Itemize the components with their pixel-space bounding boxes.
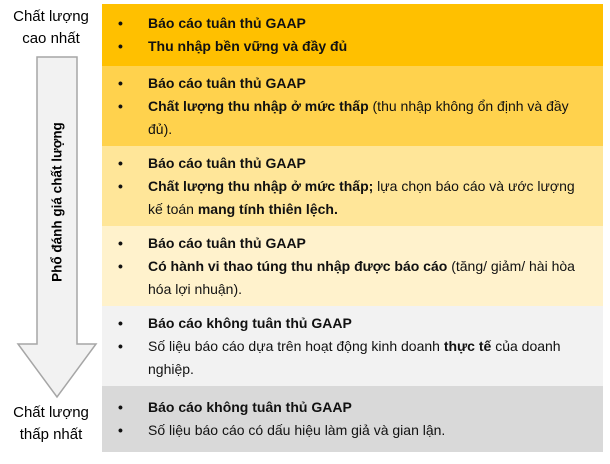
band-5-item-1 bbox=[118, 312, 593, 335]
band-3-reporting: Báo cáo tuân thủ GAAP bbox=[148, 154, 306, 171]
band-3-description-bold: Chất lượng thu nhập ở mức thấp; bbox=[148, 177, 374, 194]
bullet-icon: • bbox=[118, 97, 123, 114]
band-2-reporting: Báo cáo tuân thủ GAAP bbox=[148, 74, 306, 91]
band-1-item-2 bbox=[118, 35, 593, 58]
highest-quality-label bbox=[0, 6, 102, 50]
bullet-icon: • bbox=[118, 154, 123, 171]
bullet-icon: • bbox=[118, 314, 123, 331]
band-4-description-rest: (tăng/ giảm/ hài hòa hóa lợi nhuận). bbox=[148, 257, 575, 297]
band-1-item-1 bbox=[118, 12, 593, 35]
band-2-item-1 bbox=[118, 72, 593, 95]
quality-band-5 bbox=[102, 306, 603, 386]
axis-label: Phổ đánh giá chất lượng bbox=[49, 122, 65, 282]
band-2-description-rest: (thu nhập không ổn định và đầy đủ). bbox=[148, 97, 569, 137]
bullet-icon: • bbox=[118, 15, 123, 31]
quality-band-3 bbox=[102, 146, 603, 226]
band-3-item-2 bbox=[118, 175, 593, 221]
bullet-icon: • bbox=[118, 38, 123, 54]
band-3-item-1 bbox=[118, 152, 593, 175]
bullet-icon: • bbox=[118, 337, 123, 354]
band-3-description-mid: lựa chọn báo cáo và ước lượng kế toán bbox=[148, 177, 575, 217]
quality-band-2 bbox=[102, 66, 603, 146]
band-6-description-pre: Số liệu báo cáo có dấu hiệu làm giả và gian lận. bbox=[148, 422, 446, 438]
band-5-item-2 bbox=[118, 335, 593, 381]
bullet-icon: • bbox=[118, 422, 123, 438]
bullet-icon: • bbox=[118, 177, 123, 194]
highest-quality-line1: Chất lượng bbox=[13, 8, 89, 25]
lowest-quality-label bbox=[0, 402, 102, 446]
band-2-item-2 bbox=[118, 95, 593, 141]
bullet-icon: • bbox=[118, 399, 123, 415]
highest-quality-line2: cao nhất bbox=[22, 30, 80, 47]
quality-band-6 bbox=[102, 386, 603, 452]
band-4-item-1 bbox=[118, 232, 593, 255]
lowest-quality-line1: Chất lượng bbox=[13, 404, 89, 421]
band-5-description-pre: Số liệu báo cáo dựa trên hoạt động kinh doanh bbox=[148, 337, 444, 354]
band-1-description-bold: Thu nhập bền vững và đầy đủ bbox=[148, 38, 348, 54]
bullet-icon: • bbox=[118, 234, 123, 251]
band-6-item-1 bbox=[118, 396, 593, 419]
quality-band-1 bbox=[102, 4, 603, 66]
band-4-description-bold: Có hành vi thao túng thu nhập được báo cáo bbox=[148, 257, 448, 274]
band-6-item-2 bbox=[118, 419, 593, 442]
band-2-description-bold: Chất lượng thu nhập ở mức thấp bbox=[148, 97, 369, 114]
band-5-description-bold: thực tế bbox=[443, 337, 492, 354]
bullet-icon: • bbox=[118, 74, 123, 91]
band-6-reporting: Báo cáo không tuân thủ GAAP bbox=[148, 399, 352, 415]
lowest-quality-line2: thấp nhất bbox=[19, 426, 83, 443]
quality-band-4 bbox=[102, 226, 603, 306]
band-1-reporting: Báo cáo tuân thủ GAAP bbox=[148, 15, 306, 31]
band-5-reporting: Báo cáo không tuân thủ GAAP bbox=[148, 314, 352, 331]
band-4-reporting: Báo cáo tuân thủ GAAP bbox=[148, 234, 306, 251]
bullet-icon: • bbox=[118, 257, 123, 274]
band-4-item-2 bbox=[118, 255, 593, 301]
band-3-description-bold-end: mang tính thiên lệch. bbox=[197, 200, 338, 217]
band-5-description-rest: của doanh nghiệp. bbox=[148, 337, 561, 377]
